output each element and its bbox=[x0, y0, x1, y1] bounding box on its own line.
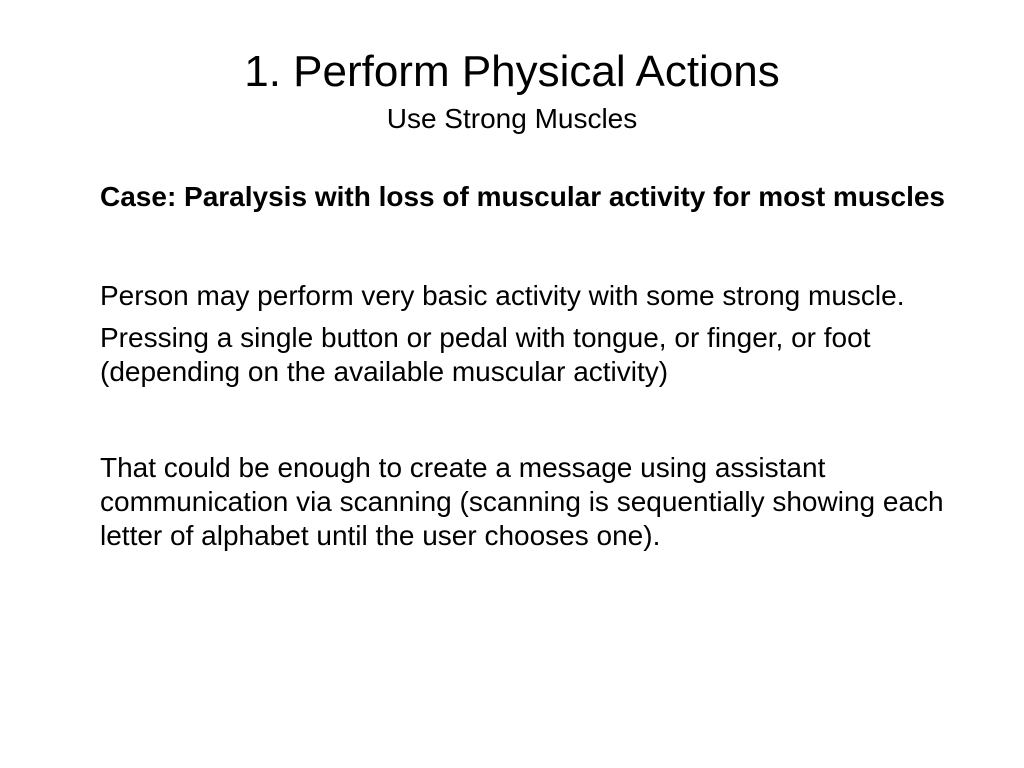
slide-title: 1. Perform Physical Actions bbox=[244, 47, 780, 96]
slide-subtitle: Use Strong Muscles bbox=[386, 103, 638, 134]
paragraph-basic-activity: Person may perform very basic activity with some strong muscle. bbox=[100, 280, 905, 311]
paragraph-scanning: That could be enough to create a message using assistant communication via scanning (scanning is sequentially showing each letter of alphabet until the user chooses one). bbox=[100, 452, 944, 551]
title-block bbox=[60, 42, 964, 136]
case-heading: Case: Paralysis with loss of muscular activity for most muscles bbox=[100, 181, 945, 212]
paragraph-pressing-button: Pressing a single button or pedal with tongue, or finger, or foot (depending on the available muscular activity) bbox=[100, 322, 871, 387]
slide-content bbox=[100, 180, 960, 561]
